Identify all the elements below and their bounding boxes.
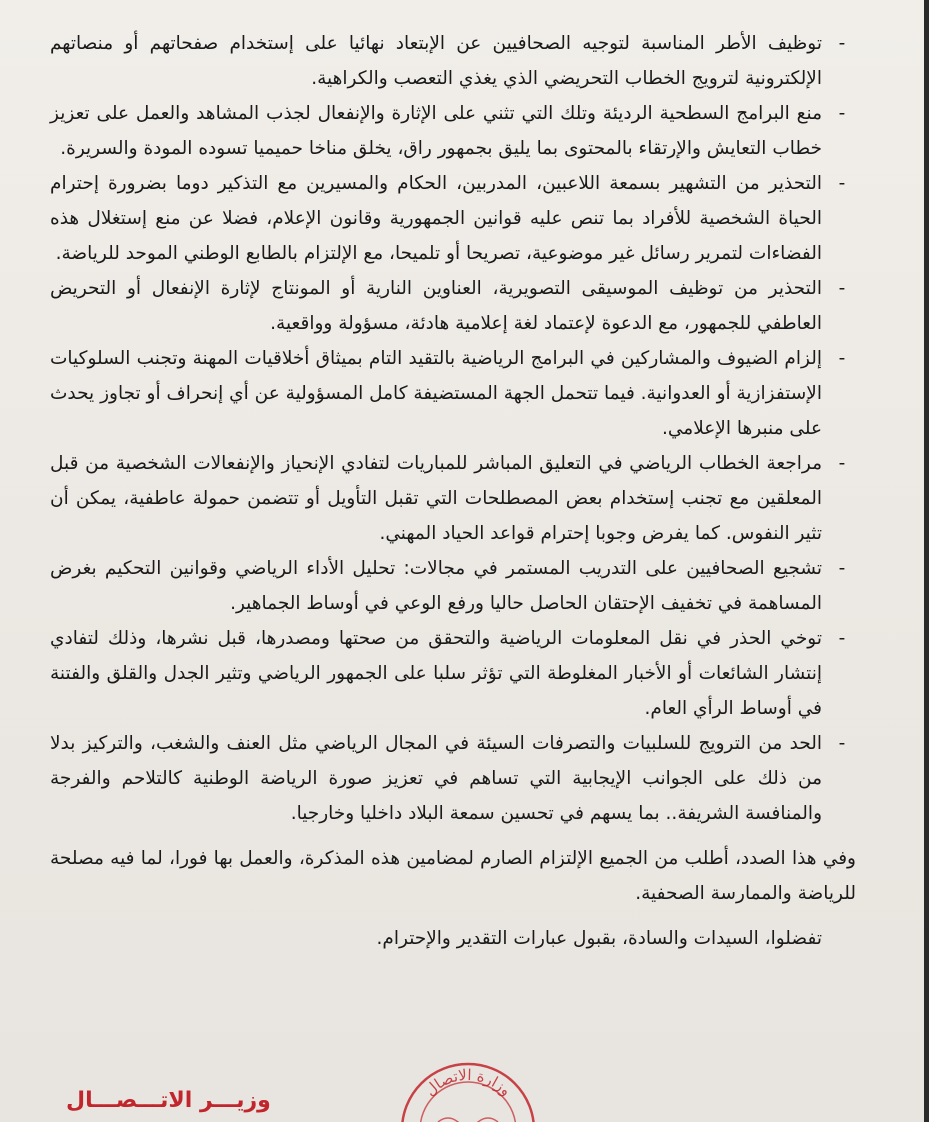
final-paragraph: وفي هذا الصدد، أطلب من الجميع الإلتزام الصارم لمضامين هذه المذكرة، والعمل بها فورا، لما فيه مصلحة للرياضة والممارسة الصحفية. [50, 848, 856, 904]
document-body [49, 26, 856, 956]
directive-item [50, 726, 846, 831]
stamp-text: وزارة الاتصال [421, 1065, 516, 1100]
directive-text: إلزام الضيوف والمشاركين في البرامج الرياضية بالتقيد التام بميثاق أخلاقيات المهنة وتجنب السلوكيات الإستفزازية أو العدوانية. فيما تتحمل الجهة المستضيفة كامل المسؤولية عن أي إنحراف أو تجاوز يحدث على منبرها الإعلامي. [49, 348, 822, 439]
directive-text: التحذير من توظيف الموسيقى التصويرية، العناوين النارية أو المونتاج لإثارة الإنفعال أو التحريض العاطفي للجمهور، مع الدعوة لإعتماد لغة إعلامية هادئة، مسؤولة وواقعية. [50, 278, 822, 334]
bullet-dash: - [838, 278, 846, 299]
bullet-dash: - [838, 558, 846, 579]
directive-text: تشجيع الصحافيين على التدريب المستمر في مجالات: تحليل الأداء الرياضي وقوانين التحكيم بغرض المساهمة في تخفيف الإحتقان الحاصل حاليا ورفع الوعي في أوساط الجماهير. [50, 558, 822, 614]
bullet-dash: - [838, 33, 846, 54]
directive-item [50, 26, 846, 96]
directive-list [49, 26, 846, 831]
official-stamp [398, 1060, 538, 1122]
bullet-dash: - [838, 173, 846, 194]
bullet-dash: - [838, 733, 846, 754]
bullet-dash: - [838, 103, 846, 124]
bullet-dash: - [838, 348, 846, 369]
bullet-dash: - [838, 628, 846, 649]
directive-text: الحد من الترويج للسلبيات والتصرفات السيئة في المجال الرياضي مثل العنف والشغب، والتركيز بدلا من ذلك على الجوانب الإيجابية التي تساهم في تعزيز صورة الرياضة الوطنية كالتلاحم والفرجة والمنافسة الشريفة.. بما يسهم في تحسين سمعة البلاد داخليا وخارجيا. [50, 733, 822, 824]
directive-item [50, 446, 846, 551]
svg-text:وزارة الاتصال [421, 1066, 515, 1100]
directive-text: منع البرامج السطحية الرديئة وتلك التي تثني على الإثارة والإنفعال لجذب المشاهد والعمل على تعزيز خطاب التعايش والإرتقاء بالمحتوى بما يليق بجمهور راق، يخلق مناخا حميميا تسوده المودة والسريرة. [50, 103, 822, 159]
directive-item [50, 271, 846, 341]
page-edge [924, 0, 929, 1122]
closing-line: تفضلوا، السيدات والسادة، بقبول عبارات التقدير والإحترام. [376, 928, 822, 949]
directive-item [50, 96, 846, 166]
directive-text: توظيف الأطر المناسبة لتوجيه الصحافيين عن الإبتعاد نهائيا على إستخدام صفحاتهم أو منصاتهم الإلكترونية لترويج الخطاب التحريضي الذي يغذي التعصب والكراهية. [50, 33, 822, 89]
bullet-dash: - [838, 453, 846, 474]
directive-text: مراجعة الخطاب الرياضي في التعليق المباشر للمباريات لتفادي الإنحياز والإنفعالات الشخصية من قبل المعلقين مع تجنب إستخدام بعض المصطلحات التي تقبل التأويل أو تتضمن حمولة عاطفية، يمكن أن تثير النفوس. كما يفرض وجوبا إحترام قواعد الحياد المهني. [50, 453, 822, 544]
directive-text: توخي الحذر في نقل المعلومات الرياضية والتحقق من صحتها ومصدرها، قبل نشرها، وذلك لتفادي إنتشار الشائعات أو الأخبار المغلوطة التي تؤثر سلبا على الجمهور الرياضي وتثير الجدل والقلق والفتنة في أوساط الرأي العام. [50, 628, 822, 719]
stamp-seal-graphic [398, 1060, 538, 1122]
directive-item [49, 341, 846, 446]
directive-text: التحذير من التشهير بسمعة اللاعبين، المدربين، الحكام والمسيرين مع التذكير دوما بضرورة إحترام الحياة الشخصية للأفراد بما تنص عليه قوانين الجمهورية وقانون الإعلام، فضلا عن منع إستغلال هذه الفضاءات لتمرير رسائل غير موضوعية، تصريحا أو تلميحا، مع الإلتزام بالطابع الوطني الموحد للرياضة. [50, 173, 822, 264]
directive-item [50, 621, 846, 726]
directive-item [50, 166, 846, 271]
signature-title: وزيـــر الاتـــصـــال [66, 1088, 271, 1113]
directive-item [50, 551, 846, 621]
